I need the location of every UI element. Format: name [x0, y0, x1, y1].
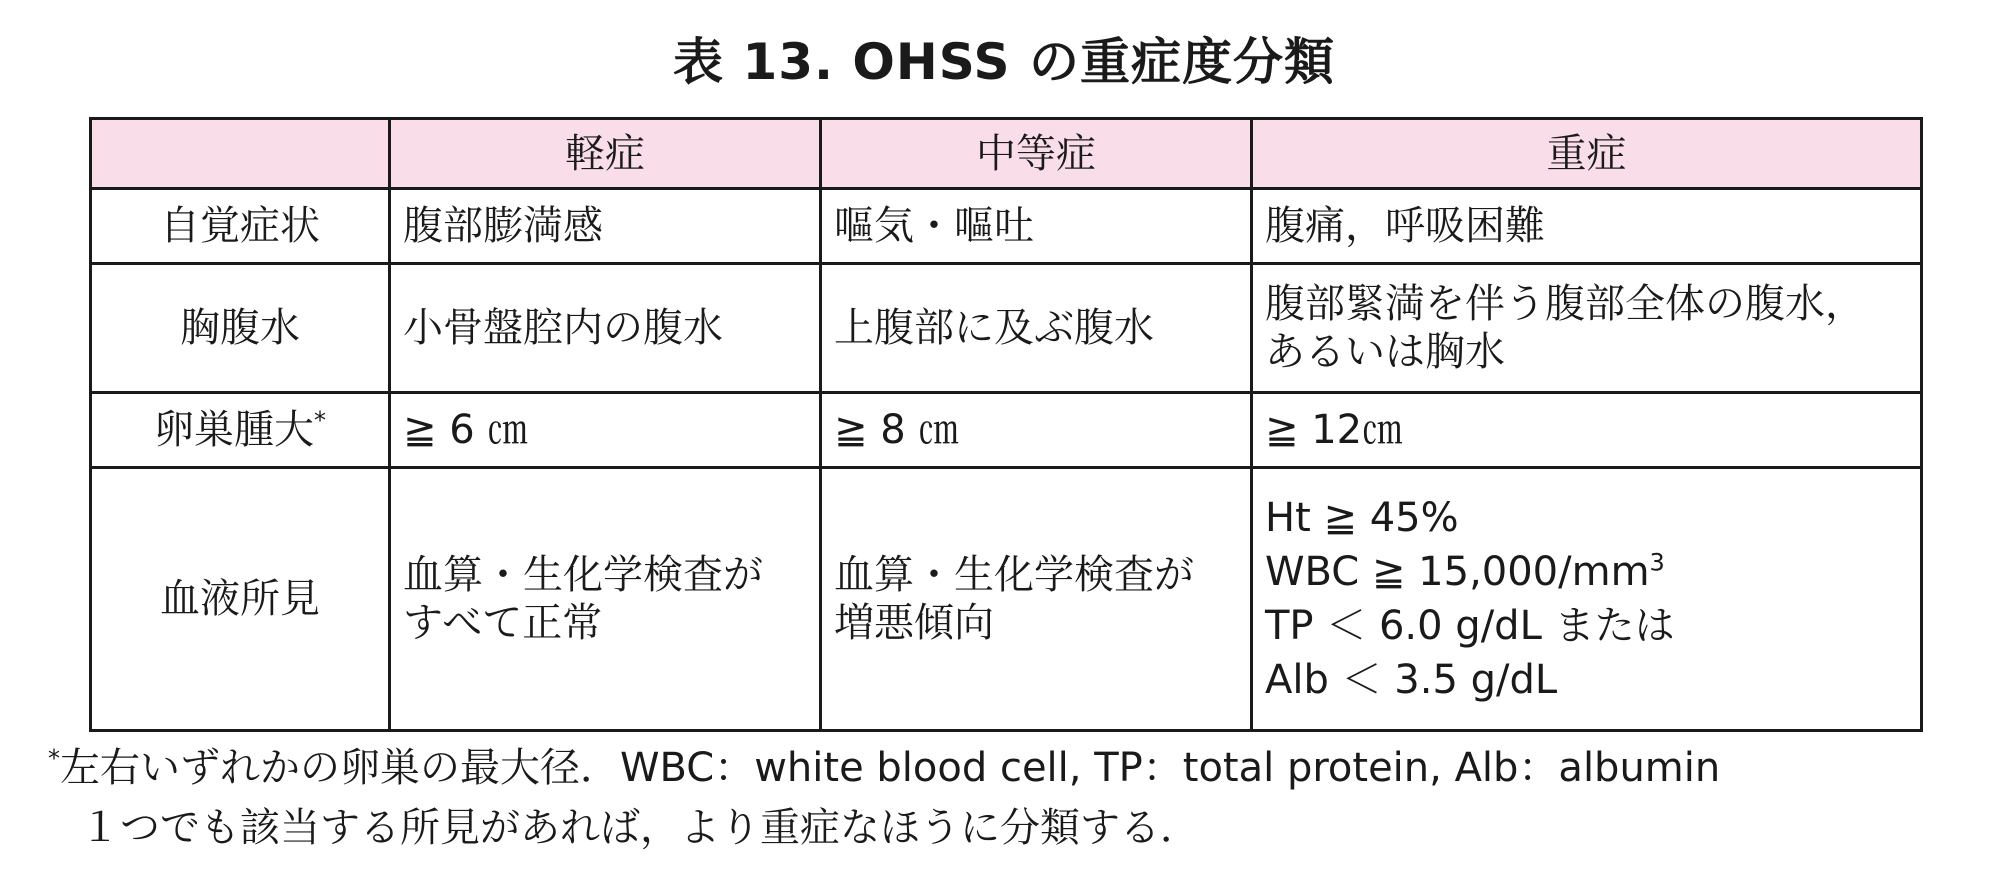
cell-mild: 腹部膨満感: [390, 189, 821, 264]
cell-mild-line1: 血算・生化学検査が: [403, 552, 763, 598]
row-label-ovarian-enlargement: [91, 393, 390, 468]
cell-severe: 腹痛，呼吸困難: [1252, 189, 1922, 264]
footnote-marker: *: [314, 406, 326, 435]
cell-severe: [1252, 264, 1922, 393]
table-row: [91, 189, 1922, 264]
cell-moderate: 上腹部に及ぶ腹水: [821, 264, 1252, 393]
table-title: 表 13. OHSS の重症度分類: [673, 33, 1335, 91]
header-severe: 重症: [1252, 119, 1922, 189]
table-row: [91, 393, 1922, 468]
severe-tp: TP ＜ 6.0 g/dL または: [1265, 603, 1675, 649]
cell-moderate: ≧ 8 ㎝: [821, 393, 1252, 468]
severe-ht: Ht ≧ 45%: [1265, 495, 1459, 541]
cell-moderate-line1: 血算・生化学検査が: [834, 552, 1194, 598]
ohss-severity-table: [89, 117, 1923, 732]
table-row: [91, 468, 1922, 731]
table-row: [91, 264, 1922, 393]
cell-moderate: 嘔気・嘔吐: [821, 189, 1252, 264]
footnote-line-1: [48, 736, 1720, 793]
header-mild: 軽症: [390, 119, 821, 189]
row-label-ascites: 胸腹水: [91, 264, 390, 393]
row-label-blood-findings: 血液所見: [91, 468, 390, 731]
cell-mild: [390, 468, 821, 731]
cell-moderate-line2: 増悪傾向: [834, 600, 994, 646]
row-label-text: 卵巣腫大: [154, 407, 314, 453]
cell-mild: 小骨盤腔内の腹水: [390, 264, 821, 393]
severe-wbc-text: WBC ≧ 15,000/mm: [1265, 549, 1650, 595]
cell-severe: ≧ 12㎝: [1252, 393, 1922, 468]
cell-mild: ≧ 6 ㎝: [390, 393, 821, 468]
cell-mild-line2: すべて正常: [403, 600, 603, 646]
header-moderate: 中等症: [821, 119, 1252, 189]
cell-severe-line1: 腹部緊満を伴う腹部全体の腹水，: [1265, 281, 1865, 327]
header-row: [91, 119, 1922, 189]
footnote-text-1: 左右いずれかの卵巣の最大径．WBC：white blood cell, TP：total protein, Alb：albumin: [60, 745, 1721, 791]
header-corner: [91, 119, 390, 189]
severe-wbc-exponent: 3: [1649, 548, 1665, 577]
severe-alb: Alb ＜ 3.5 g/dL: [1265, 657, 1558, 703]
cell-severe-line2: あるいは胸水: [1265, 329, 1505, 375]
footnote-line-2: １つでも該当する所見があれば，より重症なほうに分類する．: [80, 805, 1200, 851]
footnote-mark: *: [48, 744, 60, 773]
severe-wbc: [1265, 548, 1908, 596]
cell-moderate: [821, 468, 1252, 731]
row-label-symptoms: 自覚症状: [91, 189, 390, 264]
cell-severe: [1252, 468, 1922, 731]
